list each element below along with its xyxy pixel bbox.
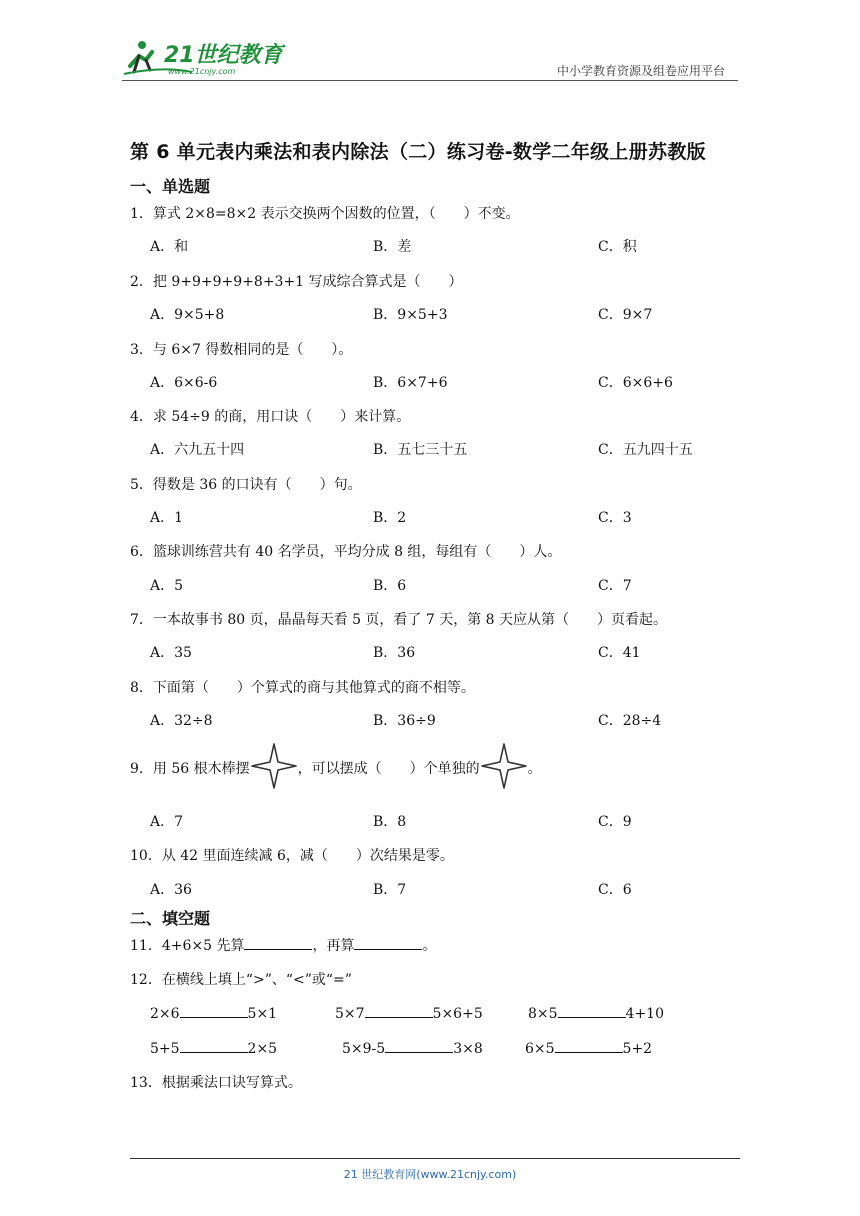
question-9	[130, 748, 542, 790]
answer-blank[interactable]	[354, 935, 422, 950]
q2-option-b[interactable]: B．9×5+3	[373, 307, 448, 323]
q1-option-a[interactable]: A．和	[150, 239, 189, 255]
q7-option-b[interactable]: B．36	[373, 645, 416, 661]
logo-url: www.21cnjy.com	[168, 67, 236, 76]
question-7: 7．一本故事书 80 页，晶晶每天看 5 页，看了 7 天，第 8 天应从第（ ）页看起。	[130, 612, 668, 628]
q5-option-c[interactable]: C．3	[598, 510, 632, 526]
q9-option-a[interactable]: A．7	[150, 814, 184, 830]
comparison-item	[525, 1038, 652, 1057]
page-title: 第 6 单元表内乘法和表内除法（二）练习卷-数学二年级上册苏教版	[130, 141, 706, 163]
four-point-star-icon	[480, 742, 528, 790]
q6-option-c[interactable]: C．7	[598, 578, 632, 594]
footer-divider	[130, 1158, 740, 1159]
q7-option-c[interactable]: C．41	[598, 645, 641, 661]
comparison-left: 5+5	[150, 1041, 180, 1057]
q1-option-c[interactable]: C．积	[598, 239, 637, 255]
answer-blank[interactable]	[365, 1003, 433, 1018]
q4-option-b[interactable]: B．五七三十五	[373, 442, 468, 458]
question-12: 12．在横线上填上“>”、“<”或“=”	[130, 972, 352, 988]
answer-blank[interactable]	[244, 935, 312, 950]
question-8: 8．下面第（ ）个算式的商与其他算式的商不相等。	[130, 680, 475, 696]
comparison-right: 4+10	[625, 1006, 664, 1022]
comparison-right: 5+2	[622, 1041, 653, 1057]
q4-option-c[interactable]: C．五九四十五	[598, 442, 693, 458]
q11-text-part2: ，再算	[312, 938, 355, 954]
comparison-right: 3×8	[453, 1041, 483, 1057]
comparison-item	[150, 1003, 277, 1022]
answer-blank[interactable]	[558, 1003, 626, 1018]
q9-option-b[interactable]: B．8	[373, 814, 407, 830]
comparison-item	[150, 1038, 277, 1057]
comparison-left: 5×9-5	[342, 1041, 386, 1057]
question-10: 10．从 42 里面连续减 6，减（ ）次结果是零。	[130, 848, 454, 864]
logo-text: 21世纪教育	[164, 43, 283, 68]
header-divider	[122, 80, 738, 81]
comparison-left: 6×5	[525, 1041, 555, 1057]
comparison-left: 5×7	[335, 1006, 365, 1022]
comparison-right: 5×1	[247, 1006, 278, 1022]
q7-option-a[interactable]: A．35	[150, 645, 192, 661]
question-4: 4．求 54÷9 的商，用口诀（ ）来计算。	[130, 409, 411, 425]
q9-option-c[interactable]: C．9	[598, 814, 632, 830]
q8-option-c[interactable]: C．28÷4	[598, 713, 662, 729]
q9-text-part3: 。	[527, 761, 542, 777]
answer-blank[interactable]	[385, 1038, 453, 1053]
q2-option-c[interactable]: C．9×7	[598, 307, 653, 323]
q3-option-c[interactable]: C．6×6+6	[598, 375, 673, 391]
q10-option-a[interactable]: A．36	[150, 882, 192, 898]
answer-blank[interactable]	[180, 1038, 248, 1053]
question-2: 2．把 9+9+9+9+8+3+1 写成综合算式是（ ）	[130, 274, 463, 290]
question-5: 5．得数是 36 的口诀有（ ）句。	[130, 477, 362, 493]
answer-blank[interactable]	[555, 1038, 623, 1053]
q5-option-b[interactable]: B．2	[373, 510, 407, 526]
q8-option-b[interactable]: B．36÷9	[373, 713, 436, 729]
comparison-item	[335, 1003, 483, 1022]
comparison-item	[342, 1038, 483, 1057]
q3-option-b[interactable]: B．6×7+6	[373, 375, 448, 391]
q10-option-c[interactable]: C．6	[598, 882, 632, 898]
q10-option-b[interactable]: B．7	[373, 882, 407, 898]
footer-link[interactable]: 21 世纪教育网(www.21cnjy.com)	[343, 1168, 517, 1181]
site-logo	[122, 36, 292, 78]
q9-text-part2: ，可以摆成（ ）个单独的	[297, 761, 480, 777]
comparison-left: 8×5	[528, 1006, 558, 1022]
comparison-right: 2×5	[247, 1041, 278, 1057]
question-3: 3．与 6×7 得数相同的是（ ）。	[130, 342, 353, 358]
comparison-right: 5×6+5	[432, 1006, 483, 1022]
section-heading-fill-blank: 二、填空题	[130, 909, 211, 928]
header-slogan: 中小学教育资源及组卷应用平台	[556, 64, 725, 78]
q6-option-a[interactable]: A．5	[150, 578, 184, 594]
q11-text-part1: 11．4+6×5 先算	[130, 938, 245, 954]
q4-option-a[interactable]: A．六九五十四	[150, 442, 245, 458]
section-heading-single-choice: 一、单选题	[130, 177, 211, 196]
q3-option-a[interactable]: A．6×6-6	[150, 375, 218, 391]
q2-option-a[interactable]: A．9×5+8	[150, 307, 225, 323]
q1-option-b[interactable]: B．差	[373, 239, 412, 255]
q6-option-b[interactable]: B．6	[373, 578, 407, 594]
comparison-item	[528, 1003, 664, 1022]
q11-text-part3: 。	[422, 938, 437, 954]
question-11	[130, 935, 436, 955]
q8-option-a[interactable]: A．32÷8	[150, 713, 213, 729]
comparison-left: 2×6	[150, 1006, 180, 1022]
q5-option-a[interactable]: A．1	[150, 510, 184, 526]
question-6: 6．篮球训练营共有 40 名学员，平均分成 8 组，每组有（ ）人。	[130, 544, 562, 560]
question-1: 1．算式 2×8=8×2 表示交换两个因数的位置，（ ）不变。	[130, 206, 520, 222]
question-13: 13．根据乘法口诀写算式。	[130, 1075, 302, 1091]
q9-text-part1: 9．用 56 根木棒摆	[130, 761, 250, 777]
four-point-star-icon	[250, 742, 298, 790]
answer-blank[interactable]	[180, 1003, 248, 1018]
